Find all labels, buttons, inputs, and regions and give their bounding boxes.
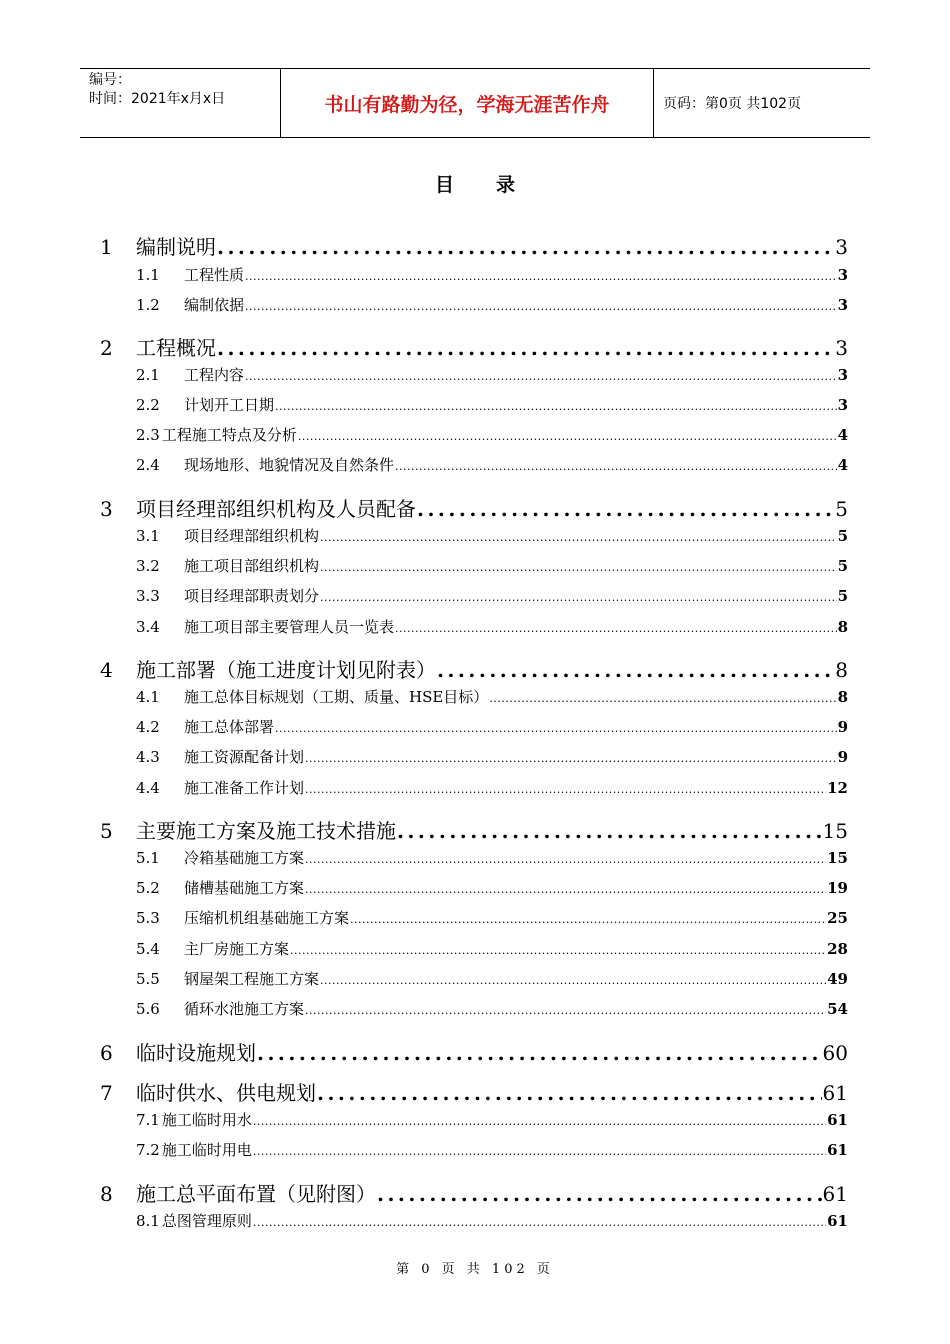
toc-number: 6 — [100, 1041, 113, 1065]
toc-text: 主厂房施工方案 — [184, 940, 290, 958]
toc-page-number: 8 — [835, 658, 848, 682]
toc-number: 2 — [100, 336, 113, 360]
toc-page-number: 3 — [837, 266, 848, 284]
toc-number: 5.2 — [136, 879, 160, 897]
toc-page-number: 60 — [822, 1041, 848, 1065]
toc-text: 储槽基础施工方案 — [184, 879, 305, 897]
toc-page-number: 28 — [827, 940, 848, 958]
toc-page-number: 9 — [837, 718, 848, 736]
toc-text: 施工临时用水 — [161, 1111, 252, 1129]
toc-page-number: 5 — [837, 527, 848, 545]
toc-leader — [320, 561, 837, 574]
toc-text: 项目经理部职责划分 — [184, 587, 320, 605]
toc-page-number: 3 — [837, 296, 848, 314]
toc-number: 2.4 — [136, 456, 160, 474]
toc-number: 4.2 — [136, 718, 160, 736]
toc-number: 2.3 — [136, 426, 160, 444]
toc-leader — [437, 658, 834, 682]
toc-section[interactable] — [136, 907, 848, 928]
toc-page-number: 3 — [837, 366, 848, 384]
toc-leader — [317, 1081, 822, 1105]
toc-text: 总图管理原则 — [161, 1212, 252, 1230]
toc-leader — [217, 336, 834, 360]
toc-leader — [397, 819, 822, 843]
toc-section[interactable] — [136, 525, 848, 546]
toc-section[interactable] — [136, 686, 848, 707]
toc-leader — [395, 460, 837, 473]
toc-text: 编制依据 — [184, 296, 245, 314]
toc-title: 目录 — [434, 174, 557, 196]
toc-text: 项目经理部组织机构 — [184, 527, 320, 545]
toc-number: 2.2 — [136, 396, 160, 414]
toc-text: 主要施工方案及施工技术措施 — [136, 819, 396, 843]
toc-section[interactable] — [136, 777, 848, 798]
toc-section[interactable] — [136, 364, 848, 385]
toc-section[interactable] — [136, 424, 848, 445]
toc-leader — [320, 591, 837, 604]
toc-leader — [305, 1004, 826, 1017]
toc-leader — [489, 692, 836, 705]
toc-number: 1 — [100, 235, 113, 259]
toc-number: 5.5 — [136, 970, 160, 988]
toc-leader — [217, 235, 834, 259]
toc-number: 1.2 — [136, 296, 160, 314]
toc-section[interactable] — [136, 968, 848, 989]
toc-text: 循环水池施工方案 — [184, 1000, 305, 1018]
toc-leader — [350, 913, 826, 926]
toc-text: 冷箱基础施工方案 — [184, 849, 305, 867]
toc-text: 工程施工特点及分析 — [161, 426, 297, 444]
toc-text: 施工准备工作计划 — [184, 779, 305, 797]
toc-leader — [305, 752, 837, 765]
toc-leader — [377, 1182, 822, 1206]
page-footer: 第 0 页 共 102 页 — [396, 1262, 554, 1277]
toc-section[interactable] — [136, 1109, 848, 1130]
toc-leader — [245, 300, 837, 313]
toc-number: 7.1 — [136, 1111, 160, 1129]
toc-leader — [275, 722, 837, 735]
toc-section[interactable] — [136, 294, 848, 315]
header-motto: 书山有路勤为径，学海无涯苦作舟 — [281, 69, 654, 137]
toc-text: 临时供水、供电规划 — [136, 1081, 316, 1105]
toc-section[interactable] — [136, 998, 848, 1019]
toc-text: 施工项目部组织机构 — [184, 557, 320, 575]
header-code: 编号： — [89, 72, 131, 88]
toc-leader — [253, 1145, 826, 1158]
toc-page-number: 12 — [827, 779, 848, 797]
toc-leader — [320, 974, 826, 987]
toc-number: 3.4 — [136, 618, 160, 636]
toc-page-number: 4 — [837, 426, 848, 444]
toc-page-number: 15 — [827, 849, 848, 867]
toc-page-number: 5 — [835, 497, 848, 521]
toc-text: 施工资源配备计划 — [184, 748, 305, 766]
toc-page-number: 19 — [827, 879, 848, 897]
toc-number: 8.1 — [136, 1212, 160, 1230]
toc-page-number: 49 — [827, 970, 848, 988]
toc-page-number: 3 — [837, 396, 848, 414]
toc-chapter[interactable] — [100, 1178, 848, 1207]
toc-text: 钢屋架工程施工方案 — [184, 970, 320, 988]
toc-number: 4.3 — [136, 748, 160, 766]
toc-page-number: 61 — [827, 1212, 848, 1230]
toc-text: 施工项目部主要管理人员一览表 — [184, 618, 395, 636]
toc-chapter[interactable] — [100, 654, 848, 683]
toc-number: 3 — [100, 497, 113, 521]
toc-section[interactable] — [136, 938, 848, 959]
toc-page-number: 54 — [827, 1000, 848, 1018]
toc-number: 3.2 — [136, 557, 160, 575]
toc-section[interactable] — [136, 555, 848, 576]
toc-page-number: 3 — [835, 235, 848, 259]
toc-leader — [305, 783, 826, 796]
toc-page-number: 9 — [837, 748, 848, 766]
toc-leader — [305, 883, 826, 896]
toc-section[interactable] — [136, 616, 848, 637]
toc-leader — [298, 430, 837, 443]
toc-chapter[interactable] — [100, 1077, 848, 1106]
toc-text: 施工总体部署 — [184, 718, 275, 736]
toc-number: 3.3 — [136, 587, 160, 605]
toc-text: 临时设施规划 — [136, 1041, 256, 1065]
toc-page-number: 3 — [835, 336, 848, 360]
toc-chapter[interactable] — [100, 231, 848, 260]
toc-section[interactable] — [136, 454, 848, 475]
toc-text: 现场地形、地貌情况及自然条件 — [184, 456, 395, 474]
toc-text: 施工部署（施工进度计划见附表） — [136, 658, 436, 682]
toc-number: 2.1 — [136, 366, 160, 384]
toc-chapter[interactable] — [100, 815, 848, 844]
toc-section[interactable] — [136, 1210, 848, 1231]
header-time: 时间：2021年x月x日 — [89, 91, 226, 107]
toc-text: 施工总体目标规划（工期、质量、HSE目标） — [184, 688, 489, 706]
toc-page-number: 8 — [837, 688, 848, 706]
toc-leader — [253, 1115, 826, 1128]
table-of-contents — [100, 0, 848, 1344]
toc-page-number: 61 — [827, 1141, 848, 1159]
toc-leader — [253, 1216, 826, 1229]
toc-text: 编制说明 — [136, 235, 216, 259]
toc-leader — [245, 370, 837, 383]
toc-page-number: 4 — [837, 456, 848, 474]
toc-number: 1.1 — [136, 266, 160, 284]
toc-page-number: 15 — [822, 819, 848, 843]
toc-chapter[interactable] — [100, 332, 848, 361]
toc-page-number: 61 — [827, 1111, 848, 1129]
toc-page-number: 25 — [827, 909, 848, 927]
toc-text: 施工临时用电 — [161, 1141, 252, 1159]
header-page-info: 页码：第0页 共102页 — [663, 96, 802, 112]
toc-text: 计划开工日期 — [184, 396, 275, 414]
toc-page-number: 5 — [837, 557, 848, 575]
toc-text: 工程内容 — [184, 366, 245, 384]
toc-text: 施工总平面布置（见附图） — [136, 1182, 376, 1206]
toc-number: 7.2 — [136, 1141, 160, 1159]
toc-page-number: 5 — [837, 587, 848, 605]
toc-section[interactable] — [136, 847, 848, 868]
toc-text: 压缩机机组基础施工方案 — [184, 909, 350, 927]
toc-chapter[interactable] — [100, 493, 848, 522]
toc-text: 工程概况 — [136, 336, 216, 360]
toc-number: 4 — [100, 658, 113, 682]
toc-leader — [320, 531, 837, 544]
toc-number: 4.1 — [136, 688, 160, 706]
toc-section[interactable] — [136, 877, 848, 898]
toc-section[interactable] — [136, 264, 848, 285]
toc-chapter[interactable] — [100, 1037, 848, 1066]
toc-number: 5.4 — [136, 940, 160, 958]
toc-leader — [275, 400, 837, 413]
toc-page-number: 61 — [822, 1182, 848, 1206]
toc-leader — [245, 270, 837, 283]
toc-section[interactable] — [136, 585, 848, 606]
toc-section[interactable] — [136, 394, 848, 415]
toc-page-number: 8 — [837, 618, 848, 636]
toc-section[interactable] — [136, 746, 848, 767]
toc-leader — [305, 853, 826, 866]
toc-number: 7 — [100, 1081, 113, 1105]
toc-leader — [395, 622, 837, 635]
toc-number: 5.1 — [136, 849, 160, 867]
toc-number: 4.4 — [136, 779, 160, 797]
toc-text: 工程性质 — [184, 266, 245, 284]
toc-number: 8 — [100, 1182, 113, 1206]
toc-number: 5.3 — [136, 909, 160, 927]
toc-text: 项目经理部组织机构及人员配备 — [136, 497, 416, 521]
toc-section[interactable] — [136, 1139, 848, 1160]
toc-leader — [257, 1041, 822, 1065]
toc-page-number: 61 — [822, 1081, 848, 1105]
toc-number: 5 — [100, 819, 113, 843]
toc-number: 3.1 — [136, 527, 160, 545]
toc-section[interactable] — [136, 716, 848, 737]
toc-leader — [417, 497, 834, 521]
toc-leader — [290, 944, 826, 957]
toc-number: 5.6 — [136, 1000, 160, 1018]
